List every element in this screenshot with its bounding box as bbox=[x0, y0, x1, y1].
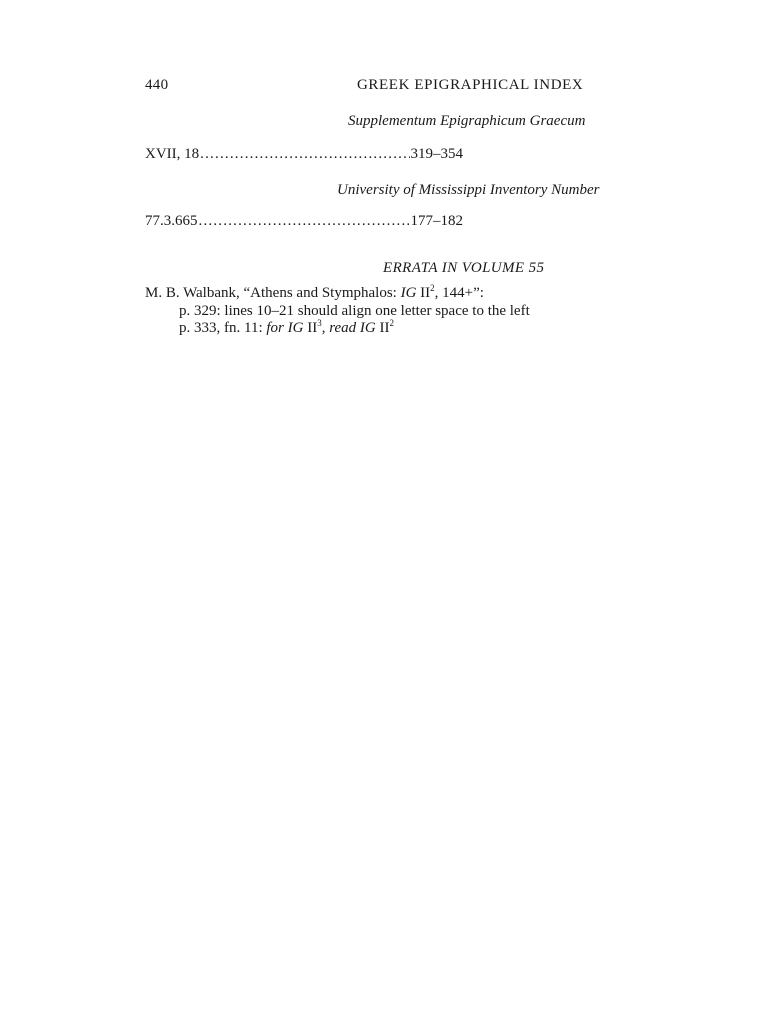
correction-roman2: II bbox=[375, 320, 390, 336]
correction-roman1: II bbox=[303, 320, 318, 336]
article-prefix: M. B. Walbank, “Athens and Stymphalos: bbox=[145, 285, 401, 301]
dot-leader bbox=[199, 213, 410, 230]
correction-read: read bbox=[329, 320, 357, 336]
article-sup: 2 bbox=[430, 283, 435, 293]
running-head: GREEK EPIGRAPHICAL INDEX bbox=[357, 77, 584, 93]
correction-location: p. 333, fn. 11: bbox=[179, 320, 267, 336]
entry-pages: 177–182 bbox=[410, 213, 463, 229]
page-number: 440 bbox=[145, 77, 169, 93]
correction-for: for bbox=[266, 320, 284, 336]
entry-reference: 77.3.665 bbox=[145, 213, 198, 229]
errata-correction-2 bbox=[145, 320, 530, 338]
article-ig: IG bbox=[400, 285, 417, 301]
section-heading-mississippi: University of Mississippi Inventory Number bbox=[337, 182, 600, 198]
errata-correction-1 bbox=[145, 303, 530, 321]
correction-sup2: 2 bbox=[389, 318, 394, 328]
entry-pages: 319–354 bbox=[410, 146, 463, 162]
errata-heading: ERRATA IN VOLUME 55 bbox=[383, 260, 545, 276]
correction-ig1: IG bbox=[283, 320, 304, 336]
correction-text: p. 329: lines 10–21 should align one letter space to the left bbox=[179, 302, 530, 319]
index-entry-seg bbox=[145, 146, 463, 163]
errata-block bbox=[145, 285, 530, 338]
correction-ig2: IG bbox=[356, 320, 376, 336]
correction-sep: , bbox=[321, 320, 330, 336]
index-entry-mississippi bbox=[145, 213, 463, 230]
article-suffix: , 144+”: bbox=[434, 285, 484, 301]
section-heading-seg: Supplementum Epigraphicum Graecum bbox=[348, 113, 586, 129]
correction-sup1: 3 bbox=[317, 318, 322, 328]
article-roman: II bbox=[416, 285, 431, 301]
errata-article-line bbox=[145, 285, 530, 303]
dot-leader bbox=[200, 146, 409, 163]
entry-reference: XVII, 18 bbox=[145, 146, 200, 162]
